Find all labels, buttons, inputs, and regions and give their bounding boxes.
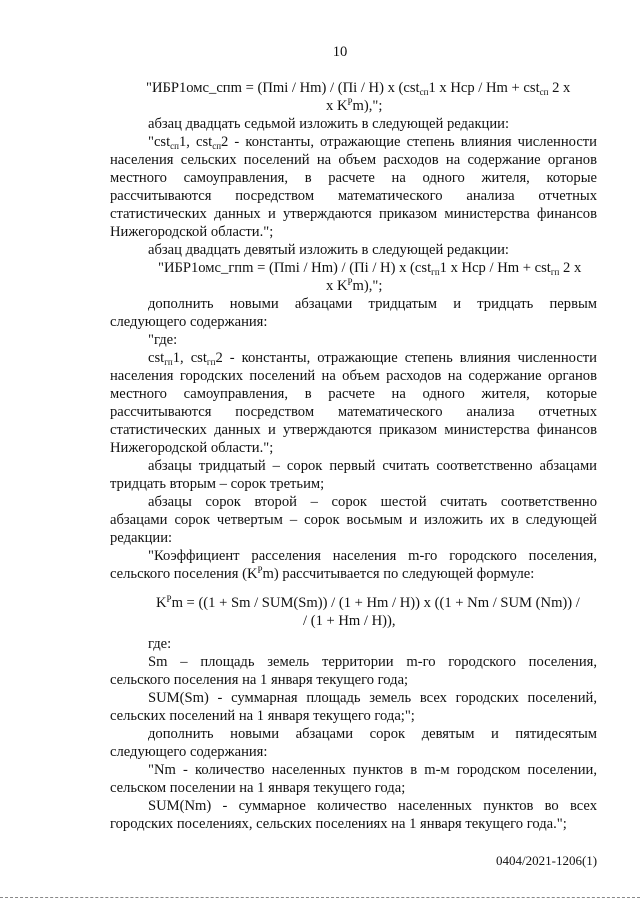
where-label: где: <box>148 636 172 652</box>
text-line: абзацами сорок четвертым – сорок восьмым и изложить их в следующей <box>110 512 597 528</box>
text-line: рассчитываются посредством математического анализа отчетных <box>110 404 597 420</box>
text-line: следующего содержания: <box>110 314 268 330</box>
text-line: сельского поселения на 1 января текущего года; <box>110 672 409 688</box>
gp-constants-definition: cst$_{гп}$1, cst$_{гп}$2 - константы, отражающие степень влияния численности <box>148 350 597 367</box>
paragraph-27-heading: абзац двадцать седьмой изложить в следующей редакции: <box>148 116 510 132</box>
formula-gp-line1: "ИБР1омс_гпm = (Пmi / Hm) / (Пi / H) x (cst$_{гп}$1 x Нср / Hm + cst$_{гп}$ 2 x <box>158 260 582 277</box>
text-line: сельском поселении на 1 января текущего года; <box>110 780 406 796</box>
text-line: тридцать вторым – сорок третьим; <box>110 476 325 492</box>
add-paragraphs-30-31: дополнить новыми абзацами тридцатым и тридцать первым <box>148 296 597 312</box>
add-paragraphs-49-50: дополнить новыми абзацами сорок девятым и пятидесятым <box>148 726 597 742</box>
text-line: сельского поселения $(K^Pm)$ рассчитывается по следующей формуле: <box>110 565 535 582</box>
formula-k-line2: / (1 + Hm / H)), <box>303 613 396 629</box>
text-line: Нижегородской области."; <box>110 440 274 456</box>
paragraphs-30-41-renumber: абзацы тридцатый – сорок первый считать соответственно абзацами <box>148 458 597 474</box>
text-line: Нижегородской области."; <box>110 224 274 240</box>
page-edge-divider <box>0 897 640 898</box>
paragraph-29-heading: абзац двадцать девятый изложить в следующей редакции: <box>148 242 509 258</box>
formula-k-line1: $K^Pm = ((1 + Sm / SUM(Sm)) / (1 + Hm / H))$ x ((1 + Nm / SUM (Nm)) / <box>156 594 580 611</box>
text-line: следующего содержания: <box>110 744 268 760</box>
formula-sp-line2: x $K^Pm$),"; <box>326 97 383 114</box>
text-line: рассчитываются посредством математического анализа отчетных <box>110 188 597 204</box>
where-label: "где: <box>148 332 178 348</box>
text-line: сельских поселений на 1 января текущего года;"; <box>110 708 415 724</box>
coefficient-intro: "Коэффициент расселения населения m-го городского поселения, <box>148 548 597 564</box>
formula-gp-line2: x $K^Pm$),"; <box>326 277 383 294</box>
text-line: городских поселениях, сельских поселениях на 1 января текущего года."; <box>110 816 567 832</box>
text-line: местного самоуправления, в расчете на одного жителя, которые <box>110 386 597 402</box>
paragraphs-42-46-renumber: абзацы сорок второй – сорок шестой считать соответственно <box>148 494 597 510</box>
formula-sp-line1: "ИБР1омс_спm = (Пmi / Hm) / (Пi / H) x (cst$_{сп}$1 x Нср / Hm + cst$_{сп}$ 2 x <box>146 80 571 97</box>
sum-sm-definition: SUM(Sm) - суммарная площадь земель всех городских поселений, <box>148 690 597 706</box>
sp-constants-definition: "cst$_{сп}$1, cst$_{сп}$2 - константы, отражающие степень влияния численности <box>148 134 597 151</box>
document-code: 0404/2021-1206(1) <box>496 853 598 868</box>
text-line: местного самоуправления, в расчете на одного жителя, которые <box>110 170 597 186</box>
sum-nm-definition: SUM(Nm) - суммарное количество населенных пунктов во всех <box>148 798 597 814</box>
sm-definition: Sm – площадь земель территории m-го городского поселения, <box>148 654 597 670</box>
text-line: редакции: <box>110 530 173 546</box>
page-number: 10 <box>332 44 348 60</box>
text-line: статистических данных и утверждаются приказом министерства финансов <box>110 206 597 222</box>
text-line: населения городских поселений на объем расходов на содержание органов <box>110 368 597 384</box>
text-line: статистических данных и утверждаются приказом министерства финансов <box>110 422 597 438</box>
text-line: населения сельских поселений на объем расходов на содержание органов <box>110 152 597 168</box>
nm-definition: "Nm - количество населенных пунктов в m-м городском поселении, <box>148 762 597 778</box>
